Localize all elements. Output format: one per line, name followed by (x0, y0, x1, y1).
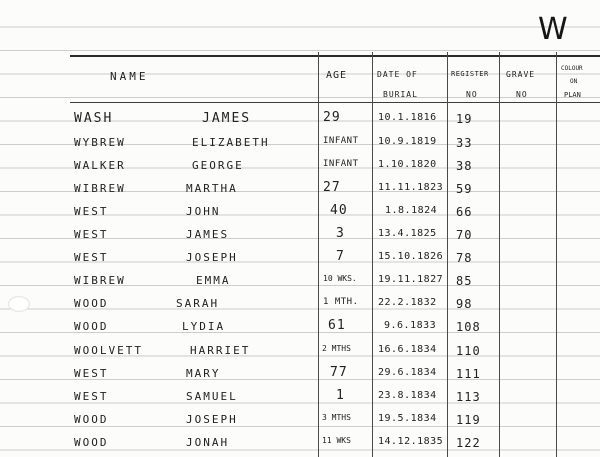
cell-forename: ELIZABETH (192, 136, 270, 149)
cell-surname: WEST (74, 251, 109, 264)
table-row (0, 390, 600, 412)
cell-date: 10.1.1816 (378, 112, 437, 123)
cell-register: 38 (456, 159, 473, 173)
cell-forename: JOHN (186, 205, 221, 218)
cell-forename: SAMUEL (186, 390, 238, 403)
cell-date: 22.2.1832 (378, 297, 437, 308)
cell-register: 70 (456, 228, 473, 242)
cell-age: 7 (336, 249, 345, 264)
cell-register: 113 (456, 390, 481, 404)
table-row (0, 413, 600, 435)
table-row (0, 228, 600, 250)
header-date-line2: BURIAL (383, 90, 418, 99)
cell-forename: SARAH (176, 297, 220, 310)
cell-forename: JONAH (186, 436, 230, 449)
header-grave-line2: NO (516, 90, 528, 99)
cell-surname: WOOD (74, 436, 109, 449)
cell-forename: LYDIA (182, 320, 226, 333)
header-name: NAME (110, 70, 149, 83)
cell-surname: WASH (74, 111, 114, 126)
cell-date: 15.10.1826 (378, 251, 444, 262)
cell-forename: HARRIET (190, 344, 251, 357)
table-row (0, 344, 600, 366)
cell-register: 19 (456, 112, 473, 126)
header-date-line1: DATE OF (377, 70, 418, 79)
cell-forename: EMMA (196, 274, 231, 287)
cell-date: 19.11.1827 (378, 274, 444, 285)
table-row (0, 136, 600, 158)
cell-surname: WEST (74, 228, 109, 241)
index-letter: W (538, 12, 568, 47)
cell-date: 1.8.1824 (385, 205, 438, 216)
cell-register: 122 (456, 436, 481, 450)
cell-age: 11 WKS (322, 436, 351, 445)
cell-surname: WOOD (74, 413, 109, 426)
cell-age: 10 WKS. (323, 274, 357, 283)
cell-date: 13.4.1825 (378, 228, 437, 239)
table-row (0, 274, 600, 296)
header-grave-line1: GRAVE (506, 70, 536, 79)
header-colour-line1: COLOUR (561, 65, 583, 72)
cell-age: 29 (323, 110, 341, 125)
header-register-line1: REGISTER (451, 70, 489, 78)
cell-date: 10.9.1819 (378, 136, 437, 147)
cell-register: 108 (456, 320, 481, 334)
cell-register: 59 (456, 182, 473, 196)
cell-age: 2 MTHS (322, 344, 351, 353)
cell-surname: WYBREW (74, 136, 126, 149)
cell-age: 3 (336, 226, 345, 241)
table-row (0, 436, 600, 457)
cell-age: 40 (330, 203, 348, 218)
cell-date: 19.5.1834 (378, 413, 437, 424)
cell-date: 14.12.1835 (378, 436, 444, 447)
cell-age: 1 (336, 388, 345, 403)
cell-register: 33 (456, 136, 473, 150)
cell-forename: JOSEPH (186, 413, 238, 426)
cell-surname: WOOD (74, 297, 109, 310)
cell-age: INFANT (323, 159, 359, 169)
cell-register: 111 (456, 367, 481, 381)
cell-date: 29.6.1834 (378, 367, 437, 378)
cell-forename: MARTHA (186, 182, 238, 195)
table-row (0, 159, 600, 181)
cell-surname: WEST (74, 205, 109, 218)
cell-age: 1 MTH. (323, 297, 359, 307)
cell-date: 11.11.1823 (378, 182, 444, 193)
cell-register: 66 (456, 205, 473, 219)
cell-surname: WOOLVETT (74, 344, 143, 357)
table-row (0, 320, 600, 342)
cell-forename: JAMES (186, 228, 230, 241)
table-row (0, 251, 600, 273)
cell-date: 23.8.1834 (378, 390, 437, 401)
cell-date: 1.10.1820 (378, 159, 437, 170)
cell-age: 3 MTHS (322, 413, 351, 422)
cell-register: 110 (456, 344, 481, 358)
cell-register: 78 (456, 251, 473, 265)
header-bottom-rule (70, 102, 600, 103)
header-colour-line2: ON (570, 78, 578, 85)
table-top-rule (70, 55, 600, 57)
header-age: AGE (326, 70, 348, 81)
cell-register: 85 (456, 274, 473, 288)
cell-surname: WALKER (74, 159, 126, 172)
table-row (0, 112, 600, 134)
cell-surname: WIBREW (74, 182, 126, 195)
cell-forename: MARY (186, 367, 221, 380)
cell-age: INFANT (323, 136, 359, 146)
cell-age: 27 (323, 180, 341, 195)
table-row (0, 297, 600, 319)
cell-forename: JAMES (202, 111, 252, 126)
cell-forename: GEORGE (192, 159, 244, 172)
cell-surname: WEST (74, 390, 109, 403)
cell-register: 119 (456, 413, 481, 427)
table-row (0, 182, 600, 204)
cell-surname: WIBREW (74, 274, 126, 287)
cell-date: 16.6.1834 (378, 344, 437, 355)
cell-age: 77 (330, 365, 348, 380)
cell-surname: WOOD (74, 320, 109, 333)
header-colour-line3: PLAN (564, 91, 581, 99)
cell-surname: WEST (74, 367, 109, 380)
header-register-line2: NO (466, 90, 478, 99)
table-row (0, 367, 600, 389)
cell-forename: JOSEPH (186, 251, 238, 264)
cell-date: 9.6.1833 (384, 320, 437, 331)
cell-register: 98 (456, 297, 473, 311)
cell-age: 61 (328, 318, 346, 333)
table-row (0, 205, 600, 227)
